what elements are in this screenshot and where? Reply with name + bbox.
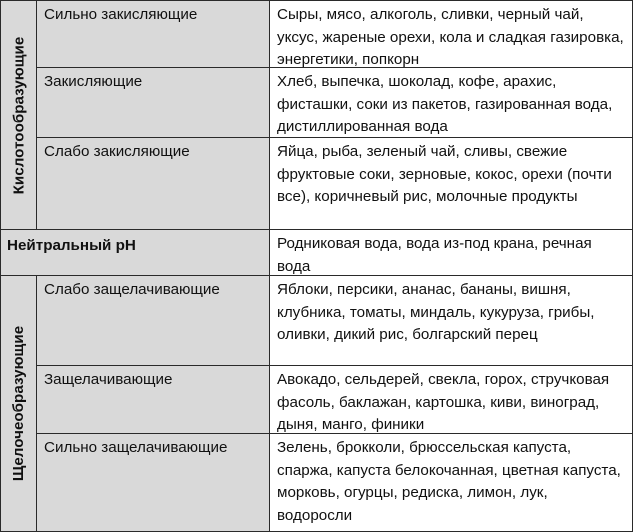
category-cell-alkaline: [37, 366, 270, 434]
foods-cell-alkaline: [270, 366, 633, 434]
category-label: Защелачивающие: [44, 371, 173, 388]
foods-list: Родниковая вода, вода из-под крана, речная вода: [277, 235, 592, 275]
category-label: Слабо закисляющие: [44, 143, 190, 160]
category-cell-weak-alkaline: [37, 276, 270, 366]
foods-list: Хлеб, выпечка, шоколад, кофе, арахис, фисташки, соки из пакетов, газированная вода, дистиллированная вода: [277, 73, 613, 136]
foods-cell-weak-acid: [270, 138, 633, 230]
neutral-label-cell: [0, 230, 270, 276]
acid-group-label-text: Кислотообразующие: [10, 36, 28, 194]
neutral-label: Нейтральный pH: [7, 237, 136, 254]
foods-cell-neutral: [270, 230, 633, 276]
foods-cell-acid: [270, 68, 633, 138]
category-cell-strong-alkaline: [37, 434, 270, 532]
foods-list: Сыры, мясо, алкоголь, сливки, черный чай, уксус, жареные орехи, кола и сладкая газировка, энергетики, попкорн: [277, 6, 624, 68]
foods-cell-weak-alkaline: [270, 276, 633, 366]
category-label: Закисляющие: [44, 73, 143, 90]
foods-list: Яблоки, персики, ананас, бананы, вишня, клубника, томаты, миндаль, кукуруза, грибы, оливки, дикий рис, болгарский перец: [277, 281, 595, 344]
category-cell-acid: [37, 68, 270, 138]
foods-list: Авокадо, сельдерей, свекла, горох, стручковая фасоль, баклажан, картошка, киви, виноград, дыня, манго, финики: [277, 371, 610, 434]
foods-cell-strong-acid: [270, 0, 633, 68]
category-cell-weak-acid: [37, 138, 270, 230]
foods-list: Зелень, брокколи, брюссельская капуста, спаржа, капуста белокочанная, цветная капуста, морковь, огурцы, редиска, лимон, лук, водоросли: [277, 439, 621, 524]
foods-cell-strong-alkaline: [270, 434, 633, 532]
category-label: Слабо защелачивающие: [44, 281, 220, 298]
alkaline-group-label-text: Щелочеобразующие: [10, 325, 28, 482]
acid-group-label: [0, 0, 37, 230]
category-label: Сильно защелачивающие: [44, 439, 228, 456]
category-cell-strong-acid: [37, 0, 270, 68]
foods-list: Яйца, рыба, зеленый чай, сливы, свежие фруктовые соки, зерновые, кокос, орехи (почти все), коричневый рис, молочные продукты: [277, 143, 612, 206]
category-label: Сильно закисляющие: [44, 6, 198, 23]
alkaline-group-label: [0, 276, 37, 532]
